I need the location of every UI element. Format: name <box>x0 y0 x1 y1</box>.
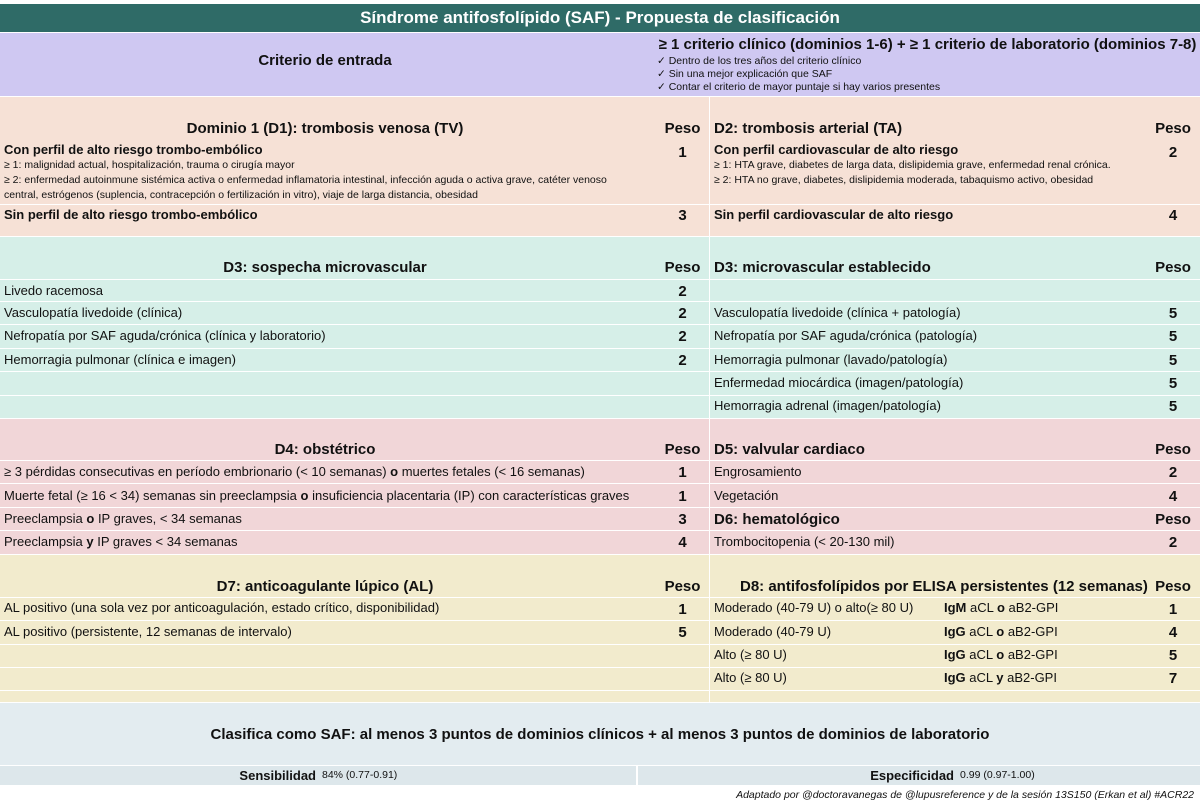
d3a-score: 2 <box>678 328 687 345</box>
d1-title: Dominio 1 (D1): trombosis venosa (TV) <box>186 120 464 137</box>
classification-rule: Clasifica como SAF: al menos 3 puntos de dominios clínicos + al menos 3 puntos de dominios de laboratorio <box>210 726 990 743</box>
d2-high-title: Con perfil cardiovascular de alto riesgo <box>714 142 959 157</box>
d1-low-title: Sin perfil de alto riesgo trombo-embólico <box>4 207 258 222</box>
d5-item: Engrosamiento <box>714 464 802 479</box>
d8-score: 1 <box>1168 601 1178 618</box>
d8-level: Moderado (40-79 U) o alto(≥ 80 U) <box>714 600 914 615</box>
d3b-item: Enfermedad miocárdica (imagen/patología) <box>714 375 964 390</box>
d3a-item: Hemorragia pulmonar (clínica e imagen) <box>4 352 236 367</box>
d8-level: Alto (≥ 80 U) <box>714 670 787 685</box>
d1-high-score: 1 <box>678 144 687 161</box>
d3b-peso-header: Peso <box>1155 259 1191 276</box>
d6-item: Trombocitopenia (< 20-130 mil) <box>714 534 895 549</box>
specificity-label: Especificidad <box>870 768 954 783</box>
d4-item: ≥ 3 pérdidas consecutivas en período embrionario (< 10 semanas) o muertes fetales (< 16 semanas) <box>4 464 585 479</box>
d1-high-title: Con perfil de alto riesgo trombo-embólico <box>4 142 263 157</box>
d2-high-score: 2 <box>1168 144 1178 161</box>
d8-score: 5 <box>1168 647 1178 664</box>
d1-high-line: ≥ 2: enfermedad autoinmune sistémica activa o enfermedad inflamatoria intestinal, infección aguda o activa grave, catéter venoso <box>4 174 607 186</box>
d3a-score: 2 <box>678 352 687 369</box>
entry-headline: ≥ 1 criterio clínico (dominios 1-6) + ≥ 1 criterio de laboratorio (dominios 7-8) <box>658 36 1197 53</box>
d5-title: D5: valvular cardiaco <box>714 441 865 458</box>
d3a-item: Vasculopatía livedoide (clínica) <box>4 305 183 320</box>
d8-antibody: IgG aCL o aB2-GPI <box>944 647 1058 662</box>
d3a-title: D3: sospecha microvascular <box>223 259 427 276</box>
d8-title: D8: antifosfolípidos por ELISA persistentes (12 semanas) <box>740 578 1148 595</box>
entry-check: ✓ Contar el criterio de mayor puntaje si hay varios presentes <box>657 81 941 93</box>
d3a-item: Nefropatía por SAF aguda/crónica (clínica y laboratorio) <box>4 328 326 343</box>
d3b-score: 5 <box>1168 398 1178 415</box>
d6-score: 2 <box>1168 534 1178 551</box>
d1-high-line: ≥ 1: malignidad actual, hospitalización, trauma o cirugía mayor <box>4 159 295 171</box>
d8-antibody: IgG aCL o aB2-GPI <box>944 624 1058 639</box>
sensitivity-label: Sensibilidad <box>239 768 316 783</box>
d5-item: Vegetación <box>714 488 779 503</box>
page-title: Síndrome antifosfolípido (SAF) - Propuesta de clasificación <box>0 4 1200 32</box>
d4-score: 3 <box>678 511 687 528</box>
d4-score: 1 <box>678 464 687 481</box>
d4-peso-header: Peso <box>664 441 701 458</box>
credit-line: Adaptado por @doctoravanegas de @lupusreference y de la sesión 13S150 (Erkan et al) #ACR22 <box>736 789 1194 801</box>
d4-item: Preeclampsia o IP graves, < 34 semanas <box>4 511 242 526</box>
entry-check: ✓ Dentro de los tres años del criterio clínico <box>657 55 862 67</box>
specificity-value: 0.99 (0.97-1.00) <box>960 769 1035 781</box>
d4-item: Muerte fetal (≥ 16 < 34) semanas sin preeclampsia o insuficiencia placentaria (IP) con características graves <box>4 488 630 503</box>
d3a-item: Livedo racemosa <box>4 283 103 298</box>
d4-score: 4 <box>678 534 687 551</box>
d3b-item: Hemorragia adrenal (imagen/patología) <box>714 398 941 413</box>
d1-high-line: central, estrógenos (suplencia, contracepción o fertilización in vitro), viaje de larga distancia, obesidad <box>4 189 478 201</box>
d7-peso-header: Peso <box>664 578 701 595</box>
d3b-item: Vasculopatía livedoide (clínica + patología) <box>714 305 961 320</box>
d7-item: AL positivo (persistente, 12 semanas de intervalo) <box>4 624 292 639</box>
d2-title: D2: trombosis arterial (TA) <box>714 120 903 137</box>
d6-peso-header: Peso <box>1155 511 1191 528</box>
d3a-peso-header: Peso <box>664 259 701 276</box>
d3a-score: 2 <box>678 283 687 300</box>
d3b-item: Nefropatía por SAF aguda/crónica (patología) <box>714 328 978 343</box>
d3b-score: 5 <box>1168 352 1178 369</box>
d2-low-score: 4 <box>1168 207 1178 224</box>
d7-score: 1 <box>678 601 687 618</box>
d2-low-title: Sin perfil cardiovascular de alto riesgo <box>714 207 954 222</box>
d4-title: D4: obstétrico <box>274 441 376 458</box>
d7-title: D7: anticoagulante lúpico (AL) <box>216 578 434 595</box>
d5-peso-header: Peso <box>1155 441 1191 458</box>
d3a-score: 2 <box>678 305 687 322</box>
d2-peso-header: Peso <box>1155 120 1191 137</box>
d4-item: Preeclampsia y IP graves < 34 semanas <box>4 534 238 549</box>
d1-low-score: 3 <box>678 207 687 224</box>
d5-score: 4 <box>1168 488 1178 505</box>
d3b-score: 5 <box>1168 305 1178 322</box>
d7-item: AL positivo (una sola vez por anticoagulación, estado crítico, disponibilidad) <box>4 600 440 615</box>
d5-score: 2 <box>1168 464 1178 481</box>
d8-level: Moderado (40-79 U) <box>714 624 832 639</box>
d3b-score: 5 <box>1168 328 1178 345</box>
d8-score: 7 <box>1168 670 1178 687</box>
d8-peso-header: Peso <box>1155 578 1191 595</box>
d2-high-line: ≥ 1: HTA grave, diabetes de larga data, dislipidemia grave, enfermedad renal crónica. <box>714 159 1111 171</box>
d1-peso-header: Peso <box>664 120 701 137</box>
d6-title: D6: hematológico <box>714 511 840 528</box>
d8-antibody: IgM aCL o aB2-GPI <box>944 600 1059 615</box>
d4-score: 1 <box>678 488 687 505</box>
d8-antibody: IgG aCL y aB2-GPI <box>944 670 1057 685</box>
d3b-item: Hemorragia pulmonar (lavado/patología) <box>714 352 948 367</box>
entry-check: ✓ Sin una mejor explicación que SAF <box>657 68 833 80</box>
entry-label: Criterio de entrada <box>258 52 392 69</box>
d3b-title: D3: microvascular establecido <box>714 259 931 276</box>
d3b-score: 5 <box>1168 375 1178 392</box>
d8-level: Alto (≥ 80 U) <box>714 647 787 662</box>
d7-score: 5 <box>678 624 687 641</box>
d8-score: 4 <box>1168 624 1178 641</box>
d2-high-line: ≥ 2: HTA no grave, diabetes, dislipidemia moderada, tabaquismo activo, obesidad <box>714 174 1094 186</box>
sensitivity-value: 84% (0.77-0.91) <box>322 769 398 781</box>
